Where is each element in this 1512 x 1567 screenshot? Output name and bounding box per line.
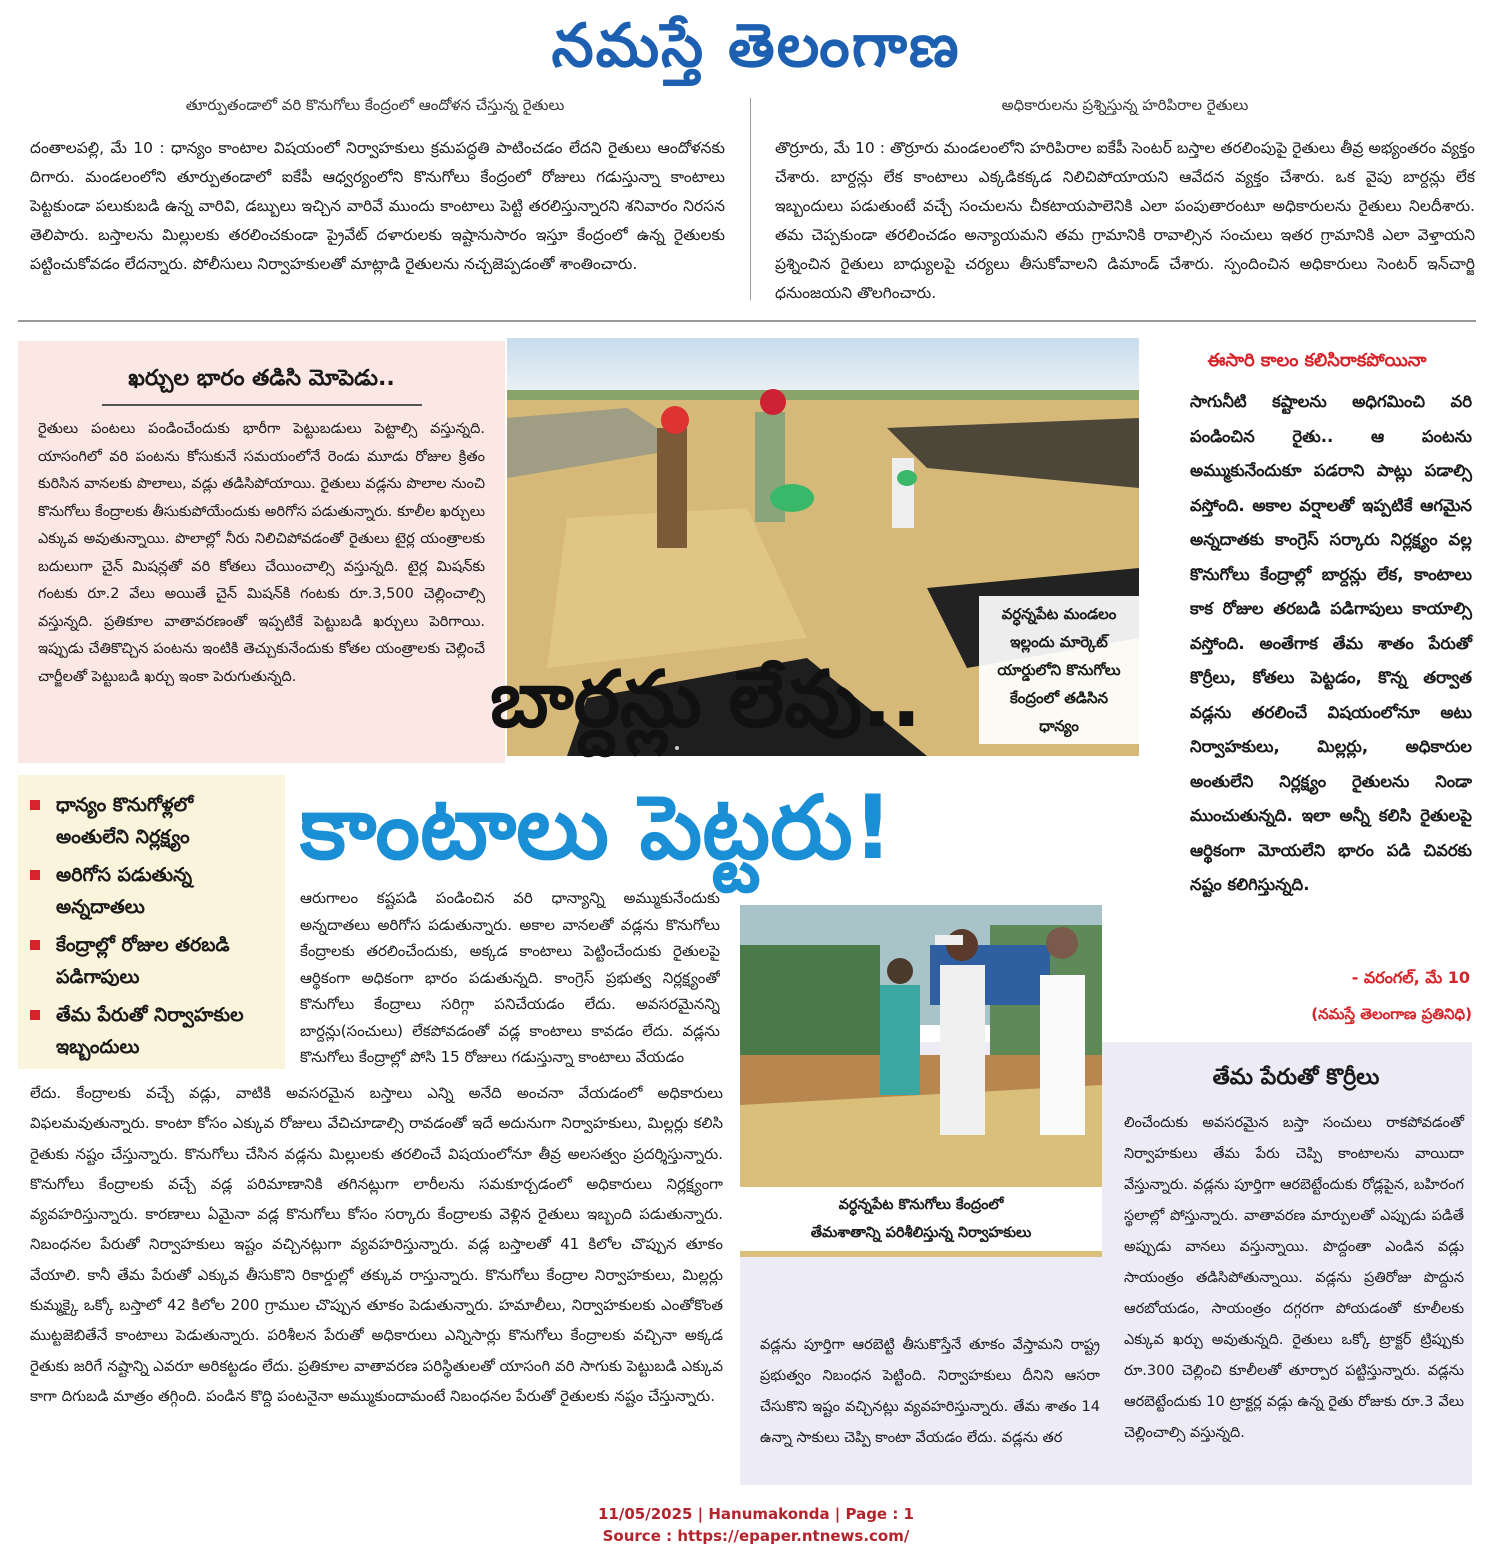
caption-line: వర్ధన్నపేట కొనుగోలు కేంద్రంలో: [838, 1197, 1004, 1213]
top-left-photo-caption: తూర్పుతండాలో వరి కొనుగోలు కేంద్రంలో ఆందోళన చేస్తున్న రైతులు: [185, 96, 565, 114]
footer-date-edition: 11/05/2025 | Hanumakonda | Page : 1: [597, 1505, 914, 1523]
section-divider: [18, 320, 1476, 322]
caption-line: ధాన్యం: [1039, 717, 1079, 735]
headline-line-1: బార్దన్లు లేవు..: [490, 655, 922, 745]
right-column-kicker: ఈసారి కాలం కలిసిరాకపోయినా: [1207, 350, 1427, 371]
dateline: - వరంగల్, మే 10: [1351, 968, 1470, 987]
headline-line-2: కాంటాలు పెట్టరు!: [300, 776, 893, 879]
cost-box-title: ఖర్చుల భారం తడిసి మోపెడు..: [128, 366, 395, 391]
highlight-item: ధాన్యం కొనుగోళ్లలో అంతులేని నిర్లక్ష్యం: [28, 789, 269, 853]
main-story-intro: [300, 885, 720, 1078]
caption-line: ఇల్లందు మార్కెట్: [1010, 633, 1108, 651]
top-right-photo-caption: అధికారులను ప్రశ్నిస్తున్న హరిపిరాల రైతులు: [1001, 96, 1249, 114]
column-divider: [750, 98, 751, 300]
main-story-continued-text: లేదు. కేంద్రాలకు వచ్చే వడ్లు, వాటికి అవసరమైన బస్తాలు ఎన్ని అనేది అంచనా వేయడంలో అధికారులు విఫలమవుతున్నారు. కాంటా కోసం ఎక్కువ రోజులు వేచిచూడాల్సి రావడంతో ఇదే అదునుగా నిర్వాహకులు, మిల్లర్లు కలిసి రైతుకు నష్టం చేస్తున్నారు. కొనుగోలు చేసిన వడ్లను మిల్లులకు తరలించే విషయంలోనూ తీవ్ర అలసత్వం ప్రదర్శిస్తున్నారు. కొనుగోలు కేంద్రాలకు వచ్చే వడ్ల పరిమాణానికి తగినట్లుగా లారీలను సమకూర్చడంలో అధికారులు నిర్లక్ష్యంగా వ్యవహరిస్తున్నారు. కారణాలు ఏమైనా వడ్ల కొనుగోలు కోసం సర్కారు కేంద్రాలకు వెళ్లిన రైతులు ఇబ్బంది పడుతున్నారు. నిబంధనల పేరుతో నిర్వాహకులు ఇష్టం వచ్చినట్లుగా వ్యవహరిస్తున్నారు. వడ్ల బస్తాలతో 41 కిలోల చొప్పున తూకం వేయాలి. కానీ తేమ పేరుతో ఎక్కువ తీసుకొని రికార్డుల్లో తక్కువ రాస్తున్నారు. కొనుగోలు కేంద్రాల నిర్వాహకులు, మిల్లర్లు కుమ్మక్కై ఒక్కో బస్తాలో 42 కిలోల 200 గ్రాముల చొప్పున తూకం పెడుతున్నారు. హమాలీలు, నిర్వాహకులకు ఎంతోకొంత ముట్టజెబితేనే కాంటాలు పెడుతున్నారు. పరిశీలన పేరుతో అధికారులు ఎన్నిసార్లు కొనుగోలు కేంద్రాలకు వచ్చినా అక్కడ రైతుకు జరిగే నష్టాన్ని ఎవరూ అరికట్టడం లేదు. ప్రతికూల వాతావరణ పరిస్థితులతో యాసంగి వరి సాగుకు పెట్టుబడి ఎక్కువ కాగా దిగుబడి మాత్రం తగ్గింది. పండిన కొద్ది పంటనైనా అమ్ముకుందామంటే నిబంధనల పేరుతో రైతులకు నష్టం చేస్తున్నారు.: [30, 1084, 723, 1405]
moisture-box-title: తేమ పేరుతో కొర్రీలు: [1212, 1065, 1380, 1090]
main-story-continued: [30, 1078, 723, 1476]
footer-source: Source : https://epaper.ntnews.com/: [602, 1527, 910, 1545]
top-right-story: తొర్రూరు, మే 10 : తొర్రూరు మండలంలోని హరిపిరాల ఐకేపీ సెంటర్ బస్తాల తరలింపుపై రైతులు తీవ్ర అభ్యంతరం వ్యక్తం చేశారు. బార్దన్లు లేక కాంటాలు ఎక్కడికక్కడ నిలిచిపోయాయని ఆవేదన వ్యక్తం చేశారు. ఒక వైపు బార్దన్లు లేక ఇబ్బందులు పడుతుంటే వచ్చే సంచులను చీకటాయపాలెనికి ఎలా పంపుతారంటూ అధికారులను రైతులు నిలదీశారు. తమ చెప్పకుండా తరలించడం అన్యాయమని తమ గ్రామానికి రావాల్సిన సంచులు ఇతర గ్రామానికి ఎలా వెళ్తాయని ప్రశ్నించిన రైతులు బాధ్యులపై చర్యలు తీసుకోవాలని డిమాండ్ చేశారు. స్పందించిన అధికారులు సెంటర్ ఇన్‌చార్జి ధనుంజయని తొలగించారు.: [775, 139, 1475, 302]
caption-line: యార్డులోని కొనుగోలు: [997, 661, 1121, 679]
inspection-photo-caption: [740, 1187, 1102, 1251]
highlights-box: [18, 775, 285, 1069]
caption-line: తేమశాతాన్ని పరిశీలిస్తున్న నిర్వాహకులు: [810, 1225, 1032, 1241]
cost-box: [18, 341, 505, 763]
highlights-list: [18, 775, 285, 1063]
main-story-text: ఆరుగాలం కష్టపడి పండించిన వరి ధాన్యాన్ని అమ్ముకునేందుకు అన్నదాతలు అరిగోస పడుతున్నారు. అకాల వానలతో వడ్లను కొనుగోలు కేంద్రాలకు తరలించేందుకు, అక్కడ కాంటాలు పెట్టించేందుకు రైతులపై ఆర్థికంగా అధికంగా భారం పడుతున్నది. కాంగ్రెస్ ప్రభుత్వ నిర్లక్ష్యంతో కొనుగోలు కేంద్రాలు సరిగ్గా పనిచేయడం లేదు. అవసరమైనన్ని బార్దన్లు(సంచులు) లేకపోవడంతో వడ్ల కాంటాలు కావడం లేదు. వడ్లను కొనుగోలు కేంద్రాల్లో పోసి 15 రోజులు గడుస్తున్నా కాంటాలు వేయడం: [300, 889, 720, 1066]
highlight-item: తేమ పేరుతో నిర్వాహకుల ఇబ్బందులు: [28, 999, 269, 1063]
cost-box-body: రైతులు పంటలు పండించేందుకు భారీగా పెట్టుబడులు పెట్టాల్సి వస్తున్నది. యాసంగిలో వరి పంటను కోసుకునే సమయంలోనే రెండు మూడు రోజుల క్రితం కురిసిన వానలకు పొలాలు, వడ్లు తడిసిపోయాయి. రైతులు వడ్లను పొలాల నుంచి కొనుగోలు కేంద్రాలకు తీసుకుపోయేందుకు అరిగోస పడుతున్నారు. కూలీల ఖర్చులు ఎక్కువ అవుతున్నాయి. పొలాల్లో నీరు నిలిచిపోవడంతో రైతులు టైర్ల యంత్రాలకు బదులుగా చైన్ మిషన్లతో వరి కోతలు చేయించాల్సి వస్తున్నది. టైర్ల మిషన్‌కు గంటకు రూ.2 వేలు అయితే చైన్ మిషన్‌కి గంటకు రూ.3,500 చెల్లించాల్సి వస్తున్నది. ప్రతికూల వాతావరణంతో ఇప్పటికే పెట్టుబడి ఖర్చులు పెరిగాయి. ఇప్పుడు చేతికొచ్చిన పంటను ఇంటికి తెచ్చుకునేందుకు కోతల యంత్రాలకు చెల్లించే చార్జీలతో పెట్టుబడి ఖర్చు ఇంకా పెరుగుతున్నది.: [38, 421, 485, 685]
highlight-item: కేంద్రాల్లో రోజుల తరబడి పడిగాపులు: [28, 929, 269, 993]
caption-line: కేంద్రంలో తడిసిన: [1009, 689, 1109, 707]
caption-line: వర్ధన్నపేట మండలం: [1001, 605, 1117, 623]
middle-story: వడ్లను పూర్తిగా ఆరబెట్టి తీసుకొస్తేనే తూకం వేస్తామని రాష్ట్ర ప్రభుత్వం నిబంధన పెట్టింది. నిర్వాహకులు దీనిని ఆసరా చేసుకొని ఇష్టం వచ్చినట్లు వ్యవహరిస్తున్నారు. తేమ శాతం 14 ఉన్నా సాకులు చెప్పి కాంటా వేయడం లేదు. వడ్లను తర: [760, 1337, 1100, 1446]
top-left-story: దంతాలపల్లి, మే 10 : ధాన్యం కాంటాల విషయంలో నిర్వాహకులు క్రమపద్ధతి పాటించడం లేదని రైతులు ఆందోళనకు దిగారు. మండలంలోని తూర్పుతండాలో ఐకేపీ ఆధ్వర్యంలోని కొనుగోలు కేంద్రంలో రోజులు గడుస్తున్నా కాంటాలు పెట్టకుండా పలుకుబడి ఉన్న వారివి, డబ్బులు ఇచ్చిన వారివే ముందు కాంటాలు పెట్టి తరలిస్తున్నారని శనివారం నిరసన తెలిపారు. బస్తాలను మిల్లులకు తరలించకుండా ప్రైవేట్ దళారులకు ఇష్టానుసారం ఇస్తూ కేంద్రంలో ఉన్న రైతులకు పట్టించుకోవడం లేదన్నారు. పోలీసులు నిర్వాహకులతో మాట్లాడి రైతులను నచ్చజెప్పడంతో శాంతించారు.: [30, 139, 725, 273]
right-column-body: సాగునీటి కష్టాలను అధిగమించి వరి పండించిన రైతు.. ఆ పంటను అమ్ముకునేందుకూ పడరాని పాట్లు పడాల్సి వస్తోంది. అకాల వర్షాలతో ఇప్పటికే ఆగమైన అన్నదాతకు కాంగ్రెస్ సర్కారు నిర్లక్ష్యం వల్ల కొనుగోలు కేంద్రాల్లో బార్దన్లు లేక, కాంటాలు కాక రోజుల తరబడి పడిగాపులు కాయాల్సి వస్తోంది. అంతేగాక తేమ శాతం పేరుతో కొర్రీలు, కోతలు పెట్టడం, కొన్న తర్వాత వడ్లను తరలించే విషయంలోనూ అటు నిర్వాహకులు, మిల్లర్లు, అధికారుల అంతులేని నిర్లక్ష్యం రైతులను నిండా ముంచుతున్నది. ఇలా అన్నీ కలిసి రైతులపై ఆర్థికంగా మోయలేని భారం పడి చివరకు నష్టం కలిగిస్తున్నది.: [1190, 392, 1472, 894]
grain-drying-photo-caption: [979, 596, 1139, 744]
highlight-item: అరిగోస పడుతున్న అన్నదాతలు: [28, 859, 269, 923]
masthead-title: నమస్తే తెలంగాణ: [551, 11, 961, 81]
byline: (నమస్తే తెలంగాణ ప్రతినిధి): [1311, 1005, 1472, 1023]
moisture-box-body: లించేందుకు అవసరమైన బస్తా సంచులు రాకపోవడంతో నిర్వాహకులు తేమ పేరు చెప్పి కాంటాలను వాయిదా వేస్తున్నారు. వడ్లను పూర్తిగా ఆరబెట్టేందుకు రోడ్లపైన, బహిరంగ స్థలాల్లో పోస్తున్నారు. వాతావరణ మార్పులతో ఎప్పుడు పడితే అప్పుడు వానలు వస్తున్నాయి. పొద్దంతా ఎండిన వడ్లు సాయంత్రం తడిసిపోతున్నాయి. వడ్లను ప్రతిరోజు పొద్దున ఆరబోయడం, సాయంత్రం దగ్గరగా పోయడంతో కూలీలకు ఎక్కువ ఖర్చు అవుతున్నది. రైతులు ఒక్కో ట్రాక్టర్ ట్రిప్పుకు రూ.300 చెల్లించి కూలీలతో తూర్పార పట్టిస్తున్నారు. వడ్లను ఆరబెట్టేందుకు 10 ట్రాక్టర్ల వడ్లు ఉన్న రైతు రోజుకు రూ.3 వేలు చెల్లించాల్సి వస్తున్నది.: [1124, 1115, 1464, 1441]
inspection-photo: [740, 905, 1102, 1257]
